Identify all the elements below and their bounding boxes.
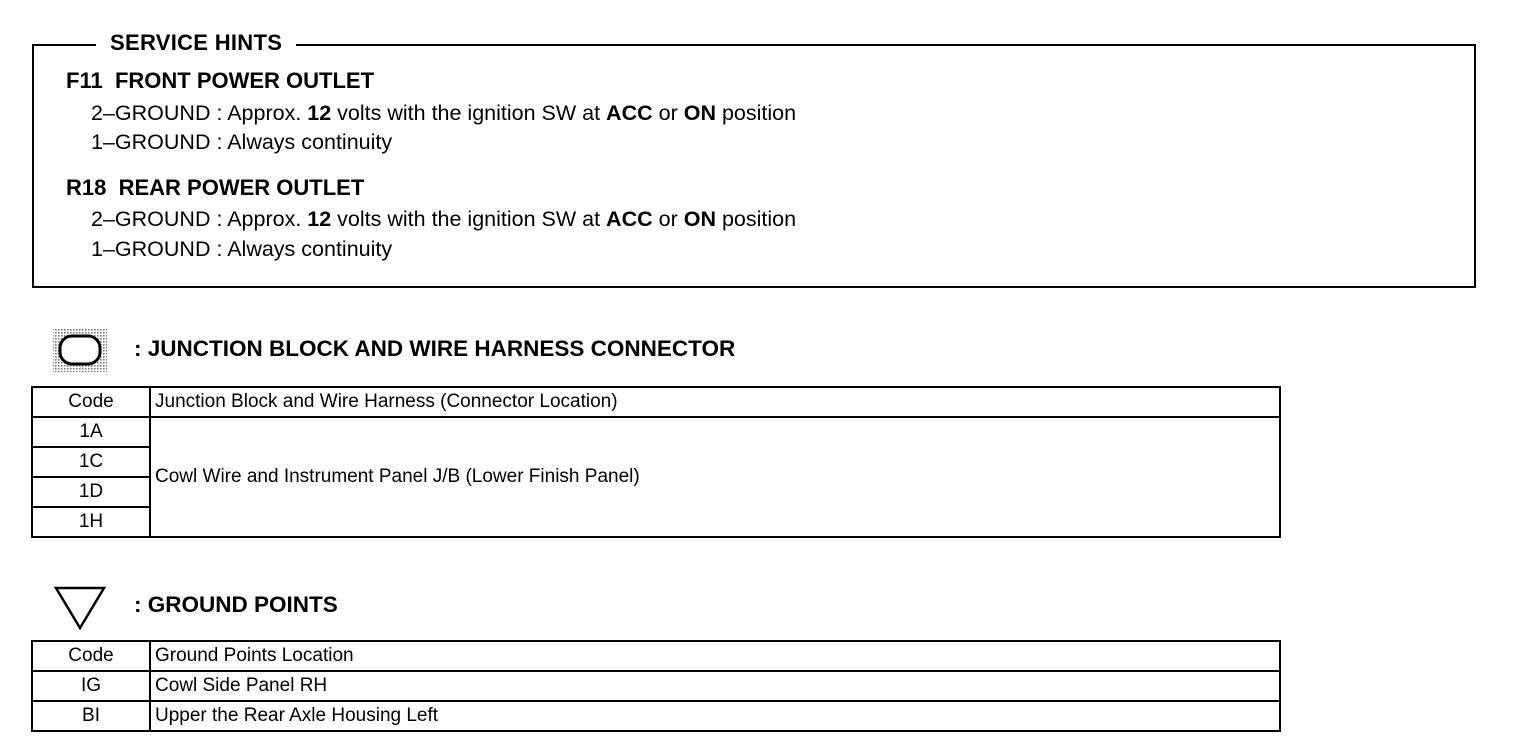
location-cell: Cowl Wire and Instrument Panel J/B (Lower Finish Panel) [150, 417, 1280, 537]
terminal-label: 1–GROUND [91, 237, 211, 261]
ground-triangle-icon [52, 584, 108, 632]
hint-text: volts with the ignition SW at [331, 101, 607, 125]
hint-text: volts with the ignition SW at [331, 207, 607, 231]
ground-table [31, 640, 1281, 732]
code-cell: BI [32, 701, 150, 731]
table-row [32, 671, 1280, 701]
hint-value: ON [683, 101, 716, 125]
ground-section-title: : GROUND POINTS [134, 592, 338, 617]
hint-line [91, 207, 796, 232]
hint-text: Approx. [227, 207, 308, 231]
hint-value: ACC [606, 101, 653, 125]
hint-text: Always continuity [227, 130, 393, 154]
hint-line [91, 130, 392, 155]
connector-name: REAR POWER OUTLET [118, 175, 365, 200]
header-code: Code [32, 387, 150, 417]
hint-text: or [652, 101, 684, 125]
hint-text: position [715, 101, 797, 125]
separator: : [210, 237, 228, 261]
junction-section-title: : JUNCTION BLOCK AND WIRE HARNESS CONNECTOR [134, 336, 736, 361]
hint-text: Always continuity [227, 237, 393, 261]
terminal-label: 1–GROUND [91, 130, 211, 154]
hint-heading-r18 [66, 175, 364, 201]
location-cell: Upper the Rear Axle Housing Left [150, 701, 1280, 731]
hint-value: ACC [606, 207, 653, 231]
hint-value: 12 [307, 207, 332, 231]
connector-code: F11 [66, 68, 103, 93]
rounded-rect-icon [52, 326, 108, 374]
code-cell: IG [32, 671, 150, 701]
service-hints-title: SERVICE HINTS [96, 30, 296, 56]
hint-text: Approx. [227, 101, 308, 125]
code-cell: 1C [32, 447, 150, 477]
header-code: Code [32, 641, 150, 671]
code-cell: 1H [32, 507, 150, 537]
location-cell: Cowl Side Panel RH [150, 671, 1280, 701]
separator: : [210, 101, 228, 125]
hint-text: position [715, 207, 797, 231]
separator: : [210, 207, 228, 231]
header-location: Junction Block and Wire Harness (Connector Location) [150, 387, 1280, 417]
separator: : [210, 130, 228, 154]
terminal-label: 2–GROUND [91, 207, 211, 231]
connector-code: R18 [66, 175, 107, 200]
hint-line [91, 237, 392, 262]
connector-name: FRONT POWER OUTLET [114, 68, 375, 93]
table-row [32, 417, 1280, 447]
hint-heading-f11 [66, 68, 374, 94]
header-location: Ground Points Location [150, 641, 1280, 671]
hint-value: 12 [307, 101, 332, 125]
code-cell: 1A [32, 417, 150, 447]
hint-value: ON [683, 207, 716, 231]
hint-text: or [652, 207, 684, 231]
table-header-row [32, 641, 1280, 671]
table-row [32, 701, 1280, 731]
terminal-label: 2–GROUND [91, 101, 211, 125]
code-cell: 1D [32, 477, 150, 507]
junction-table [31, 386, 1281, 538]
table-header-row [32, 387, 1280, 417]
hint-line [91, 101, 796, 126]
